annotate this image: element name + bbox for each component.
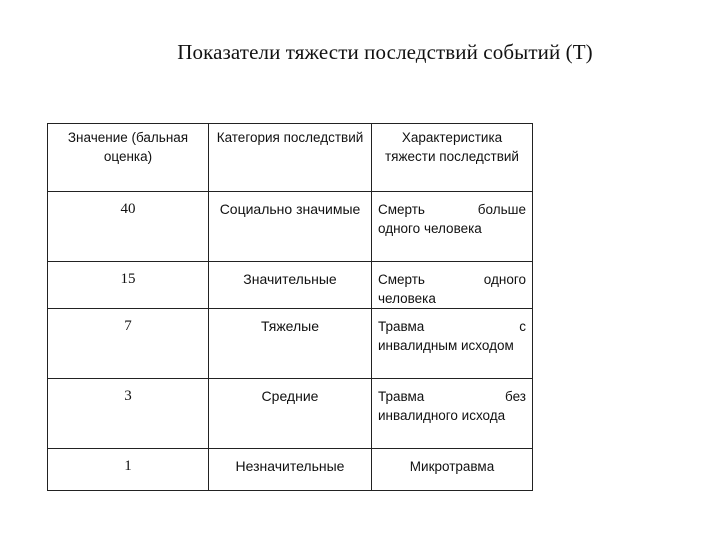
characteristic-line-1: Травма без [378, 389, 526, 404]
cell-value: 40 [48, 192, 209, 262]
table-row [48, 449, 533, 491]
table-header-row [48, 124, 533, 192]
header-value: Значение (бальная оценка) [48, 124, 209, 192]
cell-value: 7 [48, 309, 209, 379]
cell-characteristic: Микротравма [372, 449, 533, 491]
characteristic-line-1: Смерть больше [378, 202, 526, 217]
cell-characteristic [372, 379, 533, 449]
characteristic-line-2: инвалидного исхода [378, 408, 506, 423]
cell-value: 1 [48, 449, 209, 491]
cell-category: Социально значимые [209, 192, 372, 262]
cell-category: Значительные [209, 262, 372, 309]
characteristic-line-2: человека [378, 291, 436, 306]
table-row [48, 309, 533, 379]
header-characteristic: Характеристика тяжести последствий [372, 124, 533, 192]
consequence-severity-table [47, 123, 533, 491]
cell-characteristic [372, 192, 533, 262]
characteristic-line-1: Травма с [378, 319, 526, 334]
cell-characteristic [372, 309, 533, 379]
table-row [48, 192, 533, 262]
cell-value: 3 [48, 379, 209, 449]
characteristic-line-2: одного человека [378, 221, 482, 236]
characteristic-line-1: Смерть одного [378, 272, 526, 287]
cell-category: Незначительные [209, 449, 372, 491]
header-category: Категория последствий [209, 124, 372, 192]
cell-category: Тяжелые [209, 309, 372, 379]
cell-value: 15 [48, 262, 209, 309]
table-row [48, 262, 533, 309]
cell-category: Средние [209, 379, 372, 449]
table-row [48, 379, 533, 449]
cell-characteristic [372, 262, 533, 309]
page-title: Показатели тяжести последствий событий (Т) [177, 40, 593, 64]
characteristic-line-2: инвалидным исходом [378, 338, 514, 353]
